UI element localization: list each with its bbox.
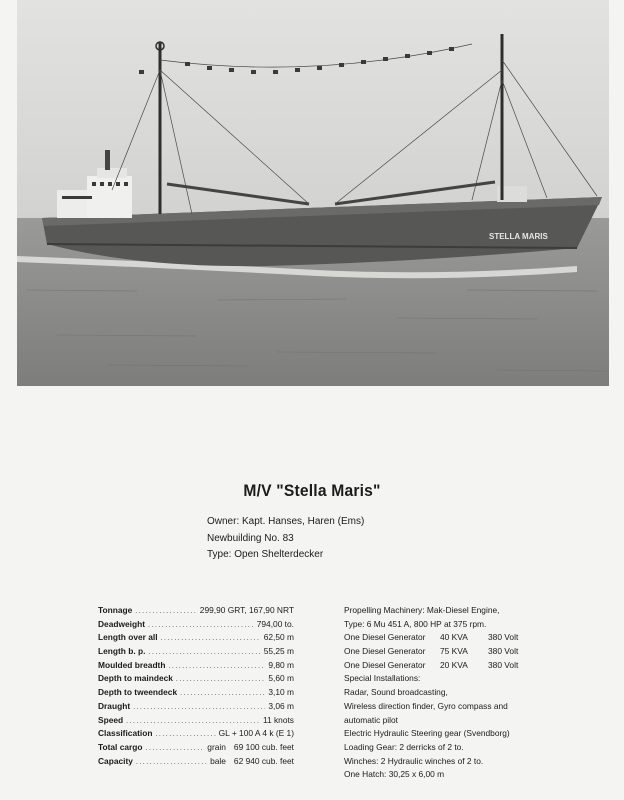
spec-row — [98, 728, 294, 742]
dot-leader — [133, 704, 265, 711]
spec-qualifier: bale — [210, 755, 226, 766]
spec-row — [98, 715, 294, 729]
generator-row — [344, 632, 518, 646]
dot-leader — [161, 635, 261, 642]
dot-leader — [155, 731, 215, 738]
install-line: Type: 6 Mu 451 A, 800 HP at 375 rpm. — [344, 618, 487, 629]
spec-value: 3,06 m — [268, 700, 294, 711]
dot-leader — [146, 745, 205, 752]
dot-leader — [148, 649, 260, 656]
generator-kva: 75 KVA — [440, 646, 468, 657]
spec-value: 69 100 cub. feet — [233, 741, 294, 752]
spec-label: Depth to tweendeck — [98, 687, 178, 698]
spec-value: 62 940 cub. feet — [233, 755, 294, 766]
spec-value: 55,25 m — [263, 646, 294, 657]
spec-label: Tonnage — [98, 605, 133, 615]
spec-label: Length over all — [98, 632, 158, 643]
install-line: Winches: 2 Hydraulic winches of 2 to. — [344, 755, 484, 766]
spec-value: 9,80 m — [268, 659, 294, 670]
spec-label: Classification — [98, 728, 153, 739]
spec-label: Depth to maindeck — [98, 673, 173, 684]
spec-label: Length b. p. — [98, 646, 146, 657]
generator-kva: 20 KVA — [440, 659, 468, 670]
install-line: Special Installations: — [344, 673, 421, 684]
spec-label: Total cargo — [98, 741, 143, 752]
generator-volt: 380 Volt — [488, 632, 519, 643]
spec-row — [98, 687, 294, 701]
dot-leader — [135, 608, 197, 615]
install-line: One Hatch: 30,25 x 6,00 m — [344, 769, 445, 780]
hull-name: STELLA MARIS — [489, 232, 548, 241]
spec-value: 794,00 to. — [256, 618, 294, 629]
generator-volt: 380 Volt — [488, 646, 519, 657]
type-line: Type: Open Shelterdecker — [207, 549, 324, 560]
install-line: Wireless direction finder, Gyro compass and — [344, 700, 508, 711]
install-line: Radar, Sound broadcasting, — [344, 687, 448, 698]
ship-illustration — [17, 0, 609, 386]
spec-label: Capacity — [98, 755, 133, 766]
spec-row — [98, 605, 294, 619]
newbuilding-line: Newbuilding No. 83 — [207, 532, 294, 544]
spec-row — [98, 660, 294, 674]
spec-value: 62,50 m — [263, 632, 294, 643]
generator-name: One Diesel Generator — [344, 646, 426, 657]
spec-row — [98, 632, 294, 646]
dot-leader — [180, 690, 265, 697]
generator-name: One Diesel Generator — [344, 632, 426, 643]
spec-value: 299,90 GRT, 167,90 NRT — [199, 605, 294, 615]
spec-row — [98, 646, 294, 660]
spec-row — [98, 701, 294, 715]
install-line: Loading Gear: 2 derricks of 2 to. — [344, 741, 464, 752]
generator-row — [344, 646, 518, 660]
generator-row — [344, 660, 518, 674]
dot-leader — [168, 663, 265, 670]
owner-line: Owner: Kapt. Hanses, Haren (Ems) — [207, 516, 365, 527]
spec-label: Speed — [98, 714, 124, 725]
dot-leader — [148, 622, 254, 629]
dot-leader — [176, 676, 265, 683]
spec-row — [98, 756, 294, 770]
spec-row — [98, 673, 294, 687]
generator-kva: 40 KVA — [440, 632, 468, 643]
spec-value: 5,60 m — [268, 673, 294, 684]
spec-value: GL + 100 A 4 k (E 1) — [218, 728, 294, 739]
spec-label: Moulded breadth — [98, 659, 166, 670]
spec-row — [98, 619, 294, 633]
dot-leader — [136, 759, 207, 766]
spec-label: Deadweight — [98, 618, 145, 629]
installations-list — [344, 605, 518, 783]
install-line: Propelling Machinery: Mak-Diesel Engine, — [344, 605, 500, 615]
ship-photo — [17, 0, 609, 386]
install-line: automatic pilot — [344, 714, 398, 725]
spec-value: 11 knots — [262, 714, 294, 725]
specifications-table — [98, 605, 294, 769]
generator-name: One Diesel Generator — [344, 659, 426, 670]
spec-value: 3,10 m — [268, 687, 294, 698]
spec-label: Draught — [98, 700, 131, 711]
spec-qualifier: grain — [207, 741, 226, 752]
generator-volt: 380 Volt — [488, 659, 519, 670]
install-line: Electric Hydraulic Steering gear (Svendborg) — [344, 728, 510, 739]
page-title: M/V "Stella Maris" — [243, 481, 381, 500]
dot-leader — [126, 718, 260, 725]
spec-row — [98, 742, 294, 756]
vessel-info — [207, 514, 364, 564]
